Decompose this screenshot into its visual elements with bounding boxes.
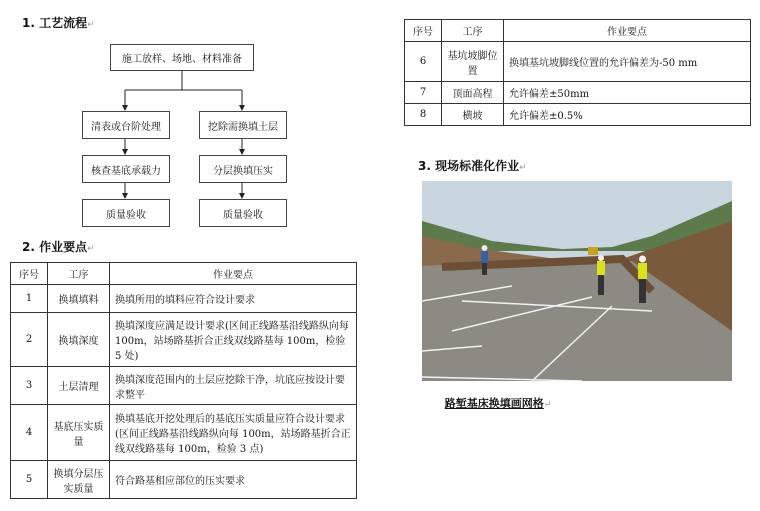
row-point: 换填基坑坡脚线位置的允许偏差为-50 mm (504, 42, 751, 82)
row-no: 4 (11, 405, 48, 461)
row-no: 3 (11, 367, 48, 405)
col-header-no: 序号 (405, 20, 442, 42)
flow-box-inspect-right: 质量验收 (199, 199, 287, 227)
row-point: 允许偏差±0.5% (504, 104, 751, 126)
site-photo (422, 181, 732, 381)
flow-connectors (0, 0, 380, 240)
row-no: 8 (405, 104, 442, 126)
row-no: 5 (11, 461, 48, 499)
worker-2 (597, 255, 605, 295)
flow-box-inspect-left: 质量验收 (82, 199, 170, 227)
col-header-point: 作业要点 (504, 20, 751, 42)
row-point: 符合路基相应部位的压实要求 (110, 461, 357, 499)
table-row (11, 313, 357, 367)
row-no: 2 (11, 313, 48, 367)
col-header-no: 序号 (11, 263, 48, 285)
photo-caption: 路堑基床换填画网格↵ (444, 397, 552, 410)
row-step: 土层清理 (48, 367, 110, 405)
table-row (11, 405, 357, 461)
row-step: 横坡 (442, 104, 504, 126)
flow-box-check-bearing: 核查基底承载力 (82, 155, 170, 183)
row-step: 基底压实质量 (48, 405, 110, 461)
row-step: 顶面高程 (442, 82, 504, 104)
flow-box-clear: 清表或台阶处理 (82, 111, 170, 139)
row-point: 换填深度应满足设计要求(区间正线路基沿线路纵向每 100m，站场路基折合正线双线路基每 100m，检验 5 处) (110, 313, 357, 367)
table-row (405, 42, 751, 82)
col-header-step: 工序 (48, 263, 110, 285)
table-row (405, 104, 751, 126)
row-point: 换填基底开挖处理后的基底压实质量应符合设计要求 (区间正线路基沿线路纵向每 100m，站场路基折合正线双线路基每 100m，检验 3 点) (110, 405, 357, 461)
row-step: 换填填料 (48, 285, 110, 313)
excavator (588, 247, 598, 255)
section2-title: 2. 作业要点↵ (22, 240, 95, 254)
row-step: 基坑坡脚位置 (442, 42, 504, 82)
work-points-table-1 (10, 262, 357, 499)
row-point: 换填所用的填料应符合设计要求 (110, 285, 357, 313)
section3-title: 3. 现场标准化作业↵ (418, 159, 527, 173)
row-point: 允许偏差±50mm (504, 82, 751, 104)
row-step: 换填深度 (48, 313, 110, 367)
flow-box-compaction: 分层换填压实 (199, 155, 287, 183)
row-point: 换填深度范围内的土层应挖除干净，坑底应按设计要求整平 (110, 367, 357, 405)
table-row (11, 285, 357, 313)
worker-1 (481, 245, 488, 275)
row-no: 6 (405, 42, 442, 82)
table-row (405, 82, 751, 104)
flow-box-prepare: 施工放样、场地、材料准备 (110, 44, 254, 71)
row-step: 换填分层压实质量 (48, 461, 110, 499)
col-header-step: 工序 (442, 20, 504, 42)
row-no: 1 (11, 285, 48, 313)
table-row (11, 461, 357, 499)
flow-box-excavate: 挖除需换填土层 (199, 111, 287, 139)
work-points-table-2 (404, 19, 751, 126)
row-no: 7 (405, 82, 442, 104)
col-header-point: 作业要点 (110, 263, 357, 285)
section1-title: 1. 工艺流程↵ (22, 16, 95, 30)
